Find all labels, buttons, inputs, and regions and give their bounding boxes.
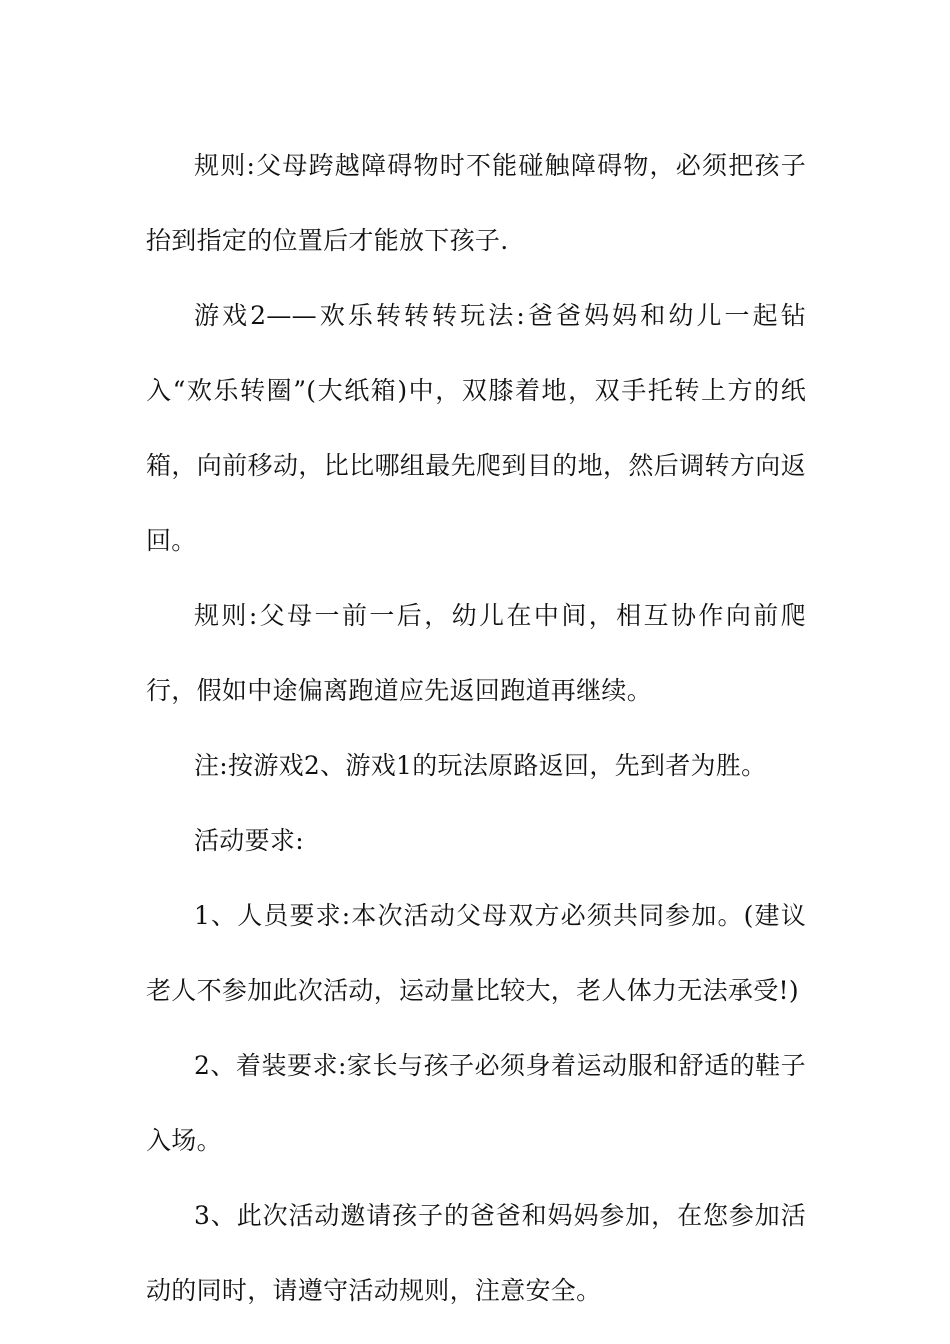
paragraph-rule-2: 规则:父母一前一后，幼儿在中间，相互协作向前爬行，假如中途偏离跑道应先返回跑道再继续。	[146, 601, 806, 705]
document-body	[146, 128, 806, 1328]
paragraph-requirement-3: 3、此次活动邀请孩子的爸爸和妈妈参加，在您参加活动的同时，请遵守活动规则，注意安全。	[146, 1201, 806, 1305]
paragraph-game-2: 游戏2——欢乐转转转玩法:爸爸妈妈和幼儿一起钻入“欢乐转圈”(大纸箱)中，双膝着地，双手托转上方的纸箱，向前移动，比比哪组最先爬到目的地，然后调转方向返回。	[146, 301, 806, 555]
paragraph-note: 注:按游戏2、游戏1的玩法原路返回，先到者为胜。	[194, 751, 767, 780]
paragraph-requirements-heading: 活动要求:	[194, 826, 304, 855]
paragraph-requirement-2: 2、着装要求:家长与孩子必须身着运动服和舒适的鞋子入场。	[146, 1051, 806, 1155]
paragraph-rule-1: 规则:父母跨越障碍物时不能碰触障碍物，必须把孩子抬到指定的位置后才能放下孩子.	[146, 151, 806, 255]
paragraph-requirement-1: 1、人员要求:本次活动父母双方必须共同参加。(建议老人不参加此次活动，运动量比较大，老人体力无法承受!)	[146, 901, 806, 1005]
